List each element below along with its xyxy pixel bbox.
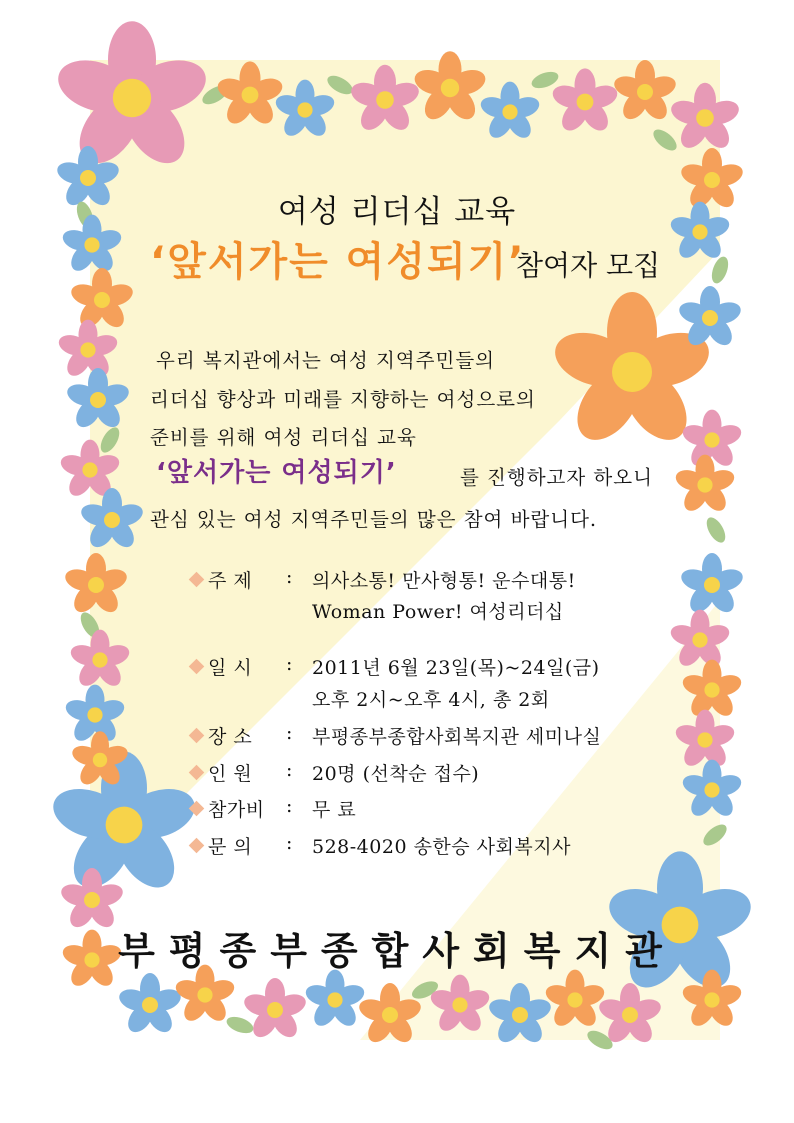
detail-label: 주 제 <box>208 570 253 592</box>
intro-line-5: 관심 있는 여성 지역주민들의 많은 참여 바랍니다. <box>150 508 598 531</box>
intro-line-2: 리더십 향상과 미래를 지향하는 여성으로의 <box>150 388 536 411</box>
detail-label: 인 원 <box>208 763 253 785</box>
detail-colon: : <box>286 795 293 817</box>
detail-label: 일 시 <box>208 657 253 679</box>
title-line-1: 여성 리더십 교육 <box>277 194 517 230</box>
title-quote: ‘앞서가는 여성되기’ <box>150 239 526 285</box>
detail-value-2: Woman Power! 여성리더십 <box>312 601 564 623</box>
detail-colon: : <box>286 832 293 854</box>
intro-line-4: 를 진행하고자 하오니 <box>460 466 653 489</box>
title-suffix: 참여자 모집 <box>516 249 661 282</box>
detail-value: 무 료 <box>312 799 357 821</box>
detail-value: 20명 (선착순 접수) <box>312 763 480 785</box>
detail-label: 장 소 <box>208 726 253 748</box>
intro-line-1: 우리 복지관에서는 여성 지역주민들의 <box>156 349 495 372</box>
intro-line-3: 준비를 위해 여성 리더십 교육 <box>150 426 417 449</box>
detail-value: 부평종부종합사회복지관 세미나실 <box>312 726 602 748</box>
detail-label: 참가비 <box>208 799 265 821</box>
detail-colon: : <box>286 722 293 744</box>
intro-quote: ‘앞서가는 여성되기’ <box>156 458 397 488</box>
organization-name: 부평종부종합사회복지관 <box>118 929 676 973</box>
detail-colon: : <box>286 566 293 588</box>
detail-colon: : <box>286 759 293 781</box>
detail-value: 2011년 6월 23일(목)~24일(금) <box>312 657 600 679</box>
detail-label: 문 의 <box>208 836 253 858</box>
detail-value: 의사소통! 만사형통! 운수대통! <box>312 570 576 592</box>
detail-colon: : <box>286 653 293 675</box>
detail-value: 528-4020 송한승 사회복지사 <box>312 836 571 858</box>
detail-value-2: 오후 2시~오후 4시, 총 2회 <box>312 689 550 711</box>
